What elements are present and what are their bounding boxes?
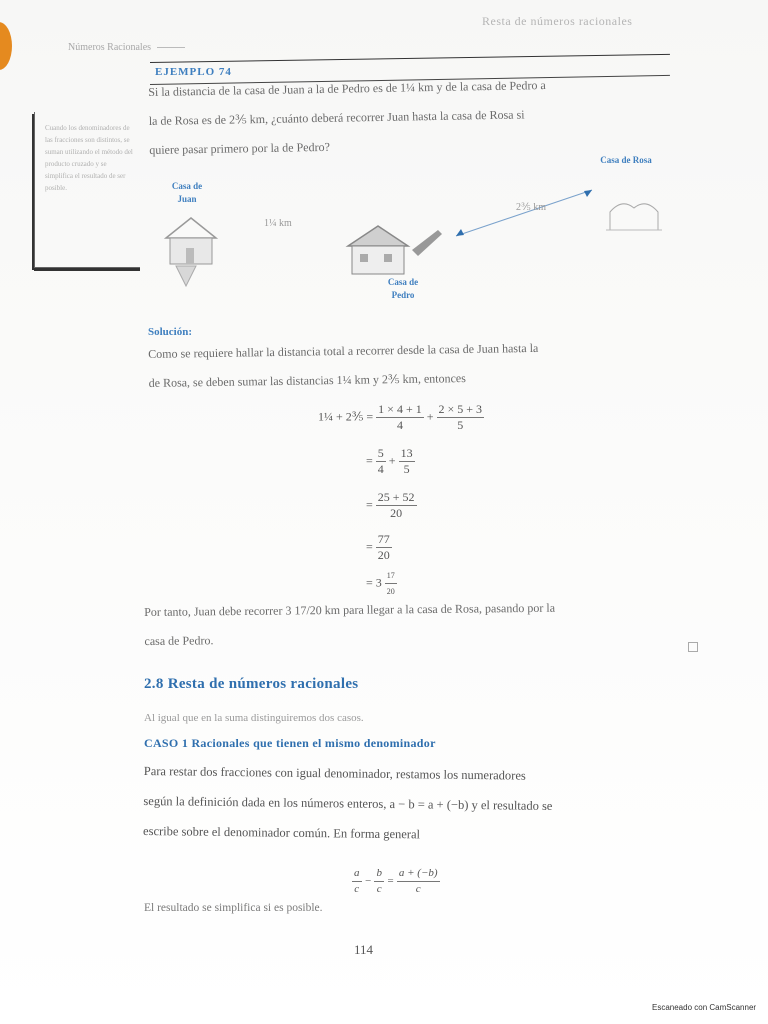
- fraction: $\frac{77}{20}$: [377, 532, 390, 562]
- distance-pedro-rosa: 2⅗ km: [516, 202, 546, 213]
- chapter-label: Números Racionales: [68, 42, 185, 53]
- equation-lhs: 1¼ + 2⅗ =: [318, 409, 374, 424]
- conclusion-line: casa de Pedro.: [144, 633, 214, 648]
- problem-line: quiere pasar primero por la de Pedro?: [149, 139, 330, 157]
- case-1-line: Para restar dos fracciones con igual denominador, restamos los numeradores: [143, 763, 526, 783]
- rosa-house-label: Casa de Rosa: [600, 155, 652, 165]
- solution-text: [148, 332, 689, 398]
- solution-line: Como se requiere hallar la distancia total a recorrer desde la casa de Juan hasta la: [148, 340, 539, 361]
- running-head: Resta de números racionales: [482, 14, 633, 28]
- equation-step-5: = 3 $\frac{17}{20}$: [366, 568, 397, 599]
- fraction: $\frac{a + (-b)}{c}$: [398, 867, 438, 895]
- section-intro: Al igual que en la suma distinguiremos dos casos.: [144, 712, 364, 724]
- juan-house-icon: [156, 208, 226, 288]
- equation-step-2: = $\frac{5}{4}$ + $\frac{13}{5}$: [366, 446, 413, 476]
- fraction: $\frac{25 + 52}{20}$: [377, 490, 415, 520]
- fraction: $\frac{5}{4}$: [377, 446, 384, 476]
- example-problem: [148, 69, 679, 165]
- fraction: $\frac{13}{5}$: [400, 446, 413, 476]
- distance-juan-pedro: 1¼ km: [264, 218, 292, 229]
- scanner-watermark: Escaneado con CamScanner: [652, 1003, 757, 1012]
- fraction: $\frac{b}{c}$: [376, 867, 382, 895]
- conclusion-line: Por tanto, Juan debe recorrer 3 17/20 km para llegar a la casa de Rosa, pasando por la: [144, 600, 556, 619]
- problem-line: la de Rosa es de 2⅗ km, ¿cuánto deberá recorrer Juan hasta la casa de Rosa si: [148, 107, 525, 128]
- solution-title: Solución:: [148, 326, 193, 338]
- fraction: $\frac{1 \times 4 + 1}{4}$: [378, 402, 422, 432]
- solution-conclusion: [144, 592, 705, 656]
- end-of-proof-box: [688, 642, 698, 652]
- problem-line: Si la distancia de la casa de Juan a la de Pedro es de 1¼ km y de la casa de Pedro a: [148, 78, 546, 99]
- juan-house-label: Casa de Juan: [171, 181, 203, 204]
- houses-figure: [156, 155, 696, 308]
- case-1-title: CASO 1 Racionales que tienen el mismo denominador: [144, 736, 436, 750]
- fraction: $\frac{a}{c}$: [354, 867, 360, 895]
- equation-step-4: = $\frac{77}{20}$: [366, 532, 390, 562]
- fraction: $\frac{2 \times 5 + 3}{5}$: [438, 402, 483, 432]
- page-number: 114: [354, 942, 374, 957]
- pedro-house-label: Casa de Pedro: [387, 277, 419, 300]
- rosa-house-icon: [604, 194, 664, 234]
- solution-line: de Rosa, se deben sumar las distancias 1¼ km y 2⅗ km, entonces: [148, 371, 466, 390]
- general-subtraction-formula: $\frac{a}{c}$ − $\frac{b}{c}$ = $\frac{a + (-b)}{c}$: [354, 867, 438, 895]
- section-title: 2.8 Resta de números racionales: [144, 676, 359, 692]
- fraction: $\frac{17}{20}$: [385, 568, 397, 599]
- equation-step-3: = $\frac{25 + 52}{20}$: [366, 490, 415, 520]
- case-1-text: [143, 756, 714, 853]
- margin-note: [34, 112, 140, 268]
- case-1-line: escribe sobre el denominador común. En forma general: [142, 823, 421, 842]
- closing-text: El resultado se simplifica si es posible.: [144, 902, 323, 914]
- margin-note-text: Cuando los denominadores de las fracciones son distintos, se suman utilizando el método del producto cruzado y se simplifica el resultado de ser posible.: [45, 124, 133, 192]
- case-1-line: según la definición dada en los números enteros, a − b = a + (−b) y el resultado se: [143, 793, 553, 813]
- equation-step-1: 1¼ + 2⅗ = $\frac{1 \times 4 + 1}{4}$ + $\frac{2 \times 5 + 3}{5}$: [318, 402, 483, 432]
- example-title: EJEMPLO 74: [155, 66, 232, 78]
